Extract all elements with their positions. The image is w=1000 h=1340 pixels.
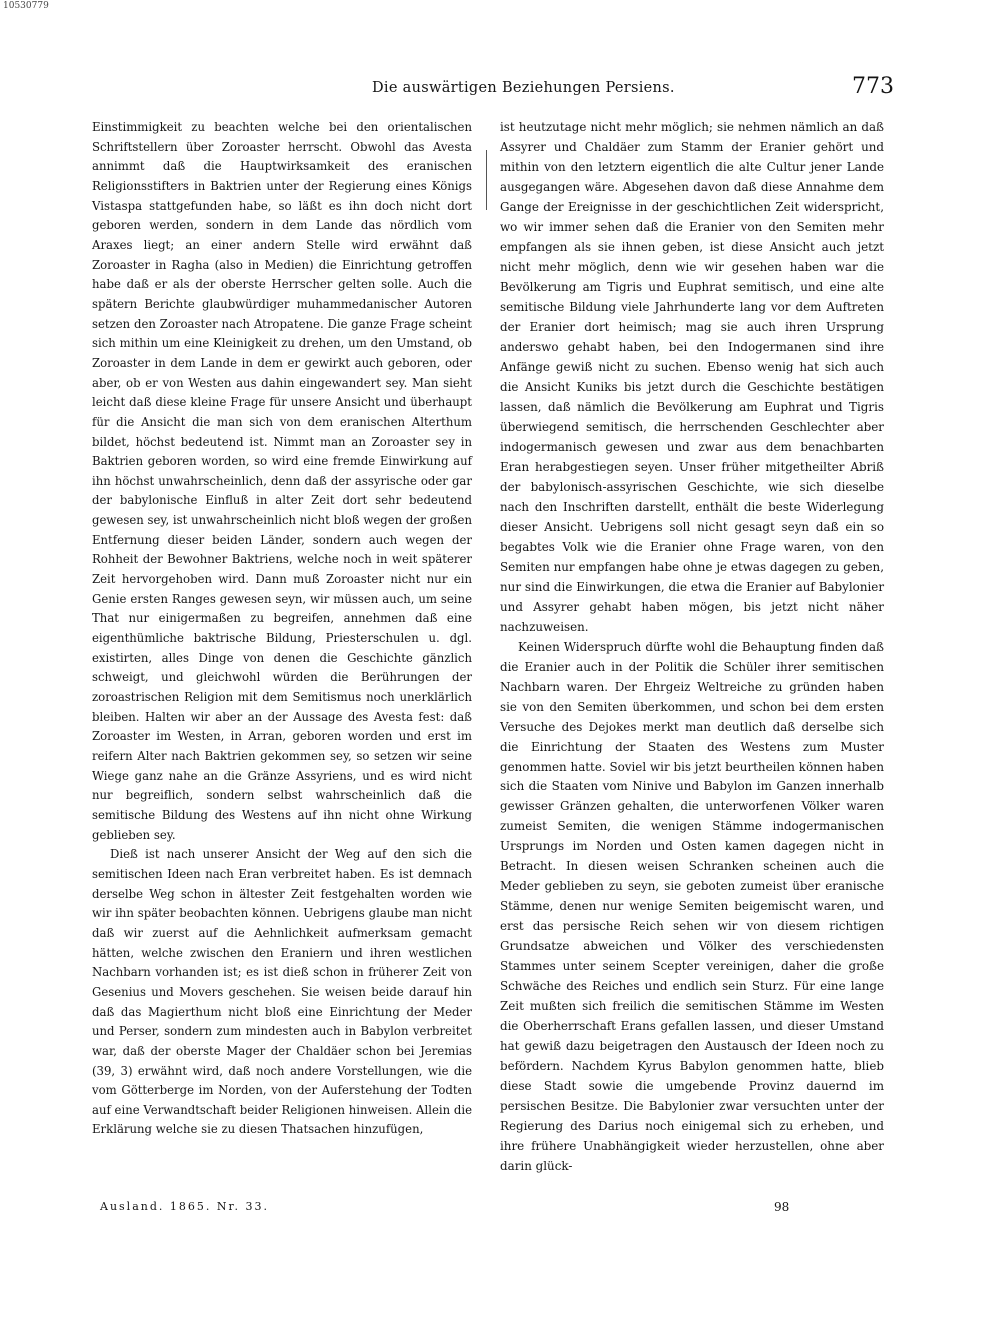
column-rule <box>486 150 487 210</box>
paragraph: Einstimmigkeit zu beachten welche bei den orientalischen Schriftstellern über Zoroaster herrscht. Obwohl das Avesta annimmt daß die Hauptwirksamkeit des eranischen Religionsstifters in Baktrien unter der Regierung eines Königs Vistaspa stattgefunden habe, so läßt es ihn doch nicht dort geboren werden, sondern in dem Lande das nördlich vom Araxes liegt; an einer andern Stelle wird erwähnt daß Zoroaster in Ragha (also in Medien) die Einrichtung getroffen habe daß er als der oberste Herrscher gelten solle. Auch die spätern Berichte glaubwürdiger muhammedanischer Autoren setzen den Zoroaster nach Atropatene. Die ganze Frage scheint sich mithin um eine Kleinigkeit zu drehen, um den Umstand, ob Zoroaster in dem Lande in dem er gewirkt auch geboren, oder aber, ob er von Westen aus dahin eingewandert sey. Man sieht leicht daß diese kleine Frage für unsere Ansicht und überhaupt für die Ansicht die man sich von dem eranischen Alterthum bildet, höchst bedeutend ist. Nimmt man an Zoroaster sey in Baktrien geboren worden, so wird eine fremde Einwirkung auf ihn höchst unwahrscheinlich, denn daß der assyrische oder gar der babylonische Einfluß in alter Zeit dort sehr bedeutend gewesen sey, ist unwahrscheinlich nicht bloß wegen der großen Entfernung dieser beiden Länder, sondern auch wegen der Rohheit der Bewohner Baktriens, welche noch in weit späterer Zeit hervorgehoben wird. Dann muß Zoroaster nicht nur ein Genie ersten Ranges gewesen seyn, wir müssen auch, um seine That nur einigermaßen zu begreifen, annehmen daß eine eigenthümliche baktrische Bildung, Priesterschulen u. dgl. existirten, alles Dinge von denen die Geschichte gänzlich schweigt, und gleichwohl würden die Berührungen der zoroastrischen Religion mit dem Semitismus noch unerklärlich bleiben. Halten wir aber an der Aussage des Avesta fest: daß Zoroaster im Westen, in Arran, geboren worden und erst im reifern Alter nach Baktrien gekommen sey, so setzen wir seine Wiege ganz nahe an die Gränze Assyriens, und es wird nicht nur begreiflich, sondern selbst wahrscheinlich daß die semitische Bildung des Westens auf ihn nicht ohne Wirkung geblieben sey. <box>92 120 472 842</box>
right-column <box>500 118 884 1177</box>
page-header <box>90 74 902 104</box>
paragraph: ist heutzutage nicht mehr möglich; sie nehmen nämlich an daß Assyrer und Chaldäer zum Stamm der Eranier gehört und mithin von den letztern eigentlich die alte Cultur jener Lande ausgegangen wäre. Abgesehen davon daß diese Annahme dem Gange der Ereignisse in der geschichtlichen Zeit widerspricht, wo wir immer sehen daß die Eranier von den Semiten mehr empfangen als sie ihnen geben, ist diese Ansicht auch jetzt nicht mehr möglich, denn wie wir gesehen haben war die Bevölkerung am Tigris und Euphrat semitisch, und eine alte semitische Bildung viele Jahrhunderte lang vor dem Auftreten der Eranier dort heimisch; mag sie auch ihren Ursprung anderswo gehabt haben, bei den Indogermanen sind ihre Anfänge gewiß nicht zu suchen. Ebenso wenig hat sich auch die Ansicht Kuniks bis jetzt durch die Geschichte bestätigen lassen, daß nämlich die Bevölkerung am Euphrat und Tigris überwiegend semitisch, die herrschenden Geschlechter aber indogermanisch gewesen und zwar aus dem benachbarten Eran herabgestiegen seyen. Unser früher mitgetheilter Abriß der babylonisch-assyrischen Geschichte, wie sich dieselbe nach den Inschriften darstellt, enthält die beste Widerlegung dieser Ansicht. Uebrigens soll nicht gesagt seyn daß ein so begabtes Volk wie die Eranier ohne Frage waren, von den Semiten nur empfangen habe ohne je etwas dagegen zu geben, nur sind die Einwirkungen, die etwa die Eranier auf Babylonier und Assyrer gehabt haben mögen, bis jetzt nicht näher nachzuweisen. <box>500 120 884 634</box>
left-column <box>92 118 472 1140</box>
running-title: Die auswärtigen Beziehungen Persiens. <box>372 80 675 96</box>
paragraph: Dieß ist nach unserer Ansicht der Weg auf den sich die semitischen Ideen nach Eran verbreitet haben. Es ist demnach derselbe Weg schon in ältester Zeit festgehalten worden wie wir ihn später beobachten können. Uebrigens glaube man nicht daß wir zuerst auf die Aehnlichkeit aufmerksam gemacht hätten, welche zwischen den Eraniern und ihren westlichen Nachbarn vorhanden ist; es ist dieß schon in früherer Zeit von Gesenius und Movers geschehen. Sie weisen beide darauf hin daß das Magierthum nicht bloß eine Einrichtung der Meder und Perser, sondern zum mindesten auch in Babylon verbreitet war, daß der oberste Mager der Chaldäer schon bei Jeremias (39, 3) erwähnt wird, daß noch andere Vorstellungen, wie die vom Götterberge im Norden, von der Auferstehung der Todten auf eine Verwandtschaft beider Religionen hinweisen. Allein die Erklärung welche sie zu diesen Thatsachen hinzufügen, <box>92 847 472 1137</box>
page-number: 773 <box>852 74 894 99</box>
signature-line: Ausland. 1865. Nr. 33. <box>100 1200 270 1213</box>
sheet-number: 98 <box>774 1200 790 1214</box>
paragraph: Keinen Widerspruch dürfte wohl die Behauptung finden daß die Eranier auch in der Politik die Schüler ihrer semitischen Nachbarn waren. Der Ehrgeiz Weltreiche zu gründen haben sie von den Semiten überkommen, und schon bei dem ersten Versuche des Dejokes merkt man deutlich daß derselbe sich die Einrichtung der Staaten des Westens zum Muster genommen hatte. Soviel wir bis jetzt beurtheilen können haben sich die Staaten vom Ninive und Babylon im Ganzen innerhalb gewisser Gränzen gehalten, die unterworfenen Völker waren zumeist Semiten, die wenigen Stämme indogermanischen Ursprungs im Norden und Osten kamen dagegen nicht in Betracht. In diesen weisen Schranken scheinen auch die Meder geblieben zu seyn, sie geboten zumeist über eranische Stämme, denen nur wenige Semiten beigemischt waren, und erst das persische Reich sehen wir von diesem richtigen Grundsatze abweichen und Völker des verschiedensten Stammes unter seinem Scepter vereinigen, daher die große Schwäche des Reiches und endlich sein Sturz. Für eine lange Zeit mußten sich freilich die semitischen Stämme im Westen die Oberherrschaft Erans gefallen lassen, und dieser Umstand hat gewiß dazu beigetragen den Austausch der Ideen noch zu befördern. Nachdem Kyrus Babylon genommen hatte, blieb diese Stadt sowie die umgebende Provinz dauernd im persischen Besitze. Die Babylonier zwar versuchten unter der Regierung des Darius noch einigemal sich zu erheben, und ihre frühere Unabhängigkeit wieder herzustellen, ohne aber darin glück- <box>500 639 884 1174</box>
scan-id-label: 10530779 <box>3 1 49 11</box>
